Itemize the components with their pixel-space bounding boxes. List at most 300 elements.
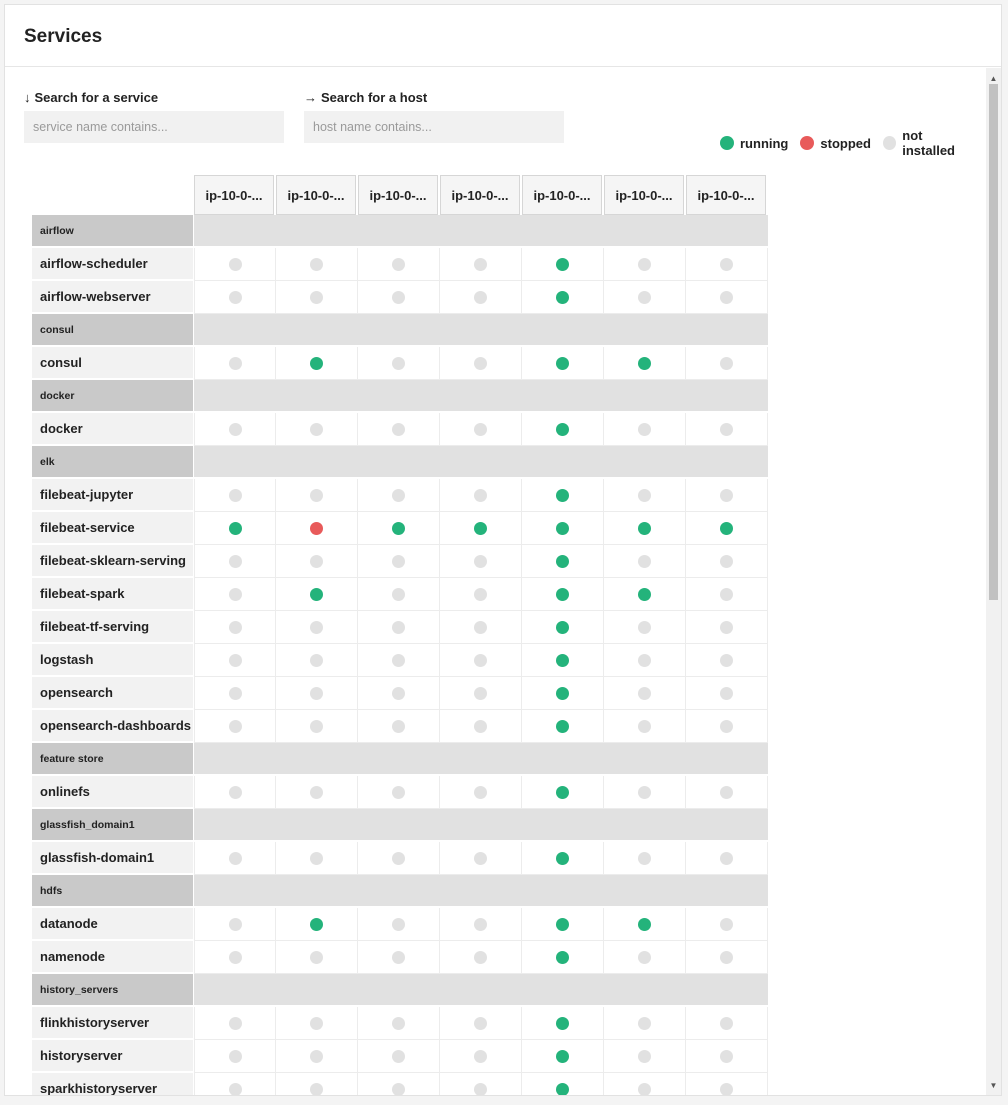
status-cell[interactable] bbox=[358, 908, 440, 941]
status-cell[interactable] bbox=[276, 908, 358, 941]
status-running-icon bbox=[310, 588, 323, 601]
status-cell[interactable] bbox=[358, 842, 440, 875]
status-not-installed-icon bbox=[392, 1083, 405, 1096]
service-row bbox=[32, 248, 768, 281]
status-not-installed-icon bbox=[474, 1050, 487, 1063]
status-running-icon bbox=[556, 1083, 569, 1096]
status-cell[interactable] bbox=[686, 644, 768, 677]
status-cell[interactable] bbox=[276, 677, 358, 710]
status-running-icon bbox=[556, 1017, 569, 1030]
group-label: docker bbox=[32, 380, 193, 412]
group-row-fill bbox=[194, 314, 768, 346]
status-not-installed-icon bbox=[638, 258, 651, 271]
status-not-installed-icon bbox=[638, 786, 651, 799]
status-running-icon bbox=[638, 588, 651, 601]
status-cell[interactable] bbox=[276, 347, 358, 380]
service-row bbox=[32, 347, 768, 380]
status-cell[interactable] bbox=[440, 413, 522, 446]
legend-dot-icon bbox=[720, 136, 734, 150]
status-cell[interactable] bbox=[522, 479, 604, 512]
service-status-cells bbox=[194, 710, 768, 743]
host-search-input[interactable] bbox=[304, 111, 564, 143]
status-not-installed-icon bbox=[638, 1017, 651, 1030]
status-cell[interactable] bbox=[686, 1007, 768, 1040]
status-not-installed-icon bbox=[474, 588, 487, 601]
status-cell[interactable] bbox=[686, 413, 768, 446]
status-cell[interactable] bbox=[604, 1007, 686, 1040]
status-not-installed-icon bbox=[229, 918, 242, 931]
status-cell[interactable] bbox=[522, 347, 604, 380]
status-not-installed-icon bbox=[720, 489, 733, 502]
status-cell[interactable] bbox=[522, 1007, 604, 1040]
group-label: hdfs bbox=[32, 875, 193, 907]
status-not-installed-icon bbox=[638, 291, 651, 304]
status-cell[interactable] bbox=[686, 1040, 768, 1073]
status-cell[interactable] bbox=[358, 644, 440, 677]
group-row-fill bbox=[194, 809, 768, 841]
legend-item bbox=[720, 136, 788, 151]
status-cell[interactable] bbox=[686, 677, 768, 710]
status-cell[interactable] bbox=[358, 281, 440, 314]
service-row bbox=[32, 842, 768, 875]
status-cell[interactable] bbox=[686, 842, 768, 875]
status-cell[interactable] bbox=[522, 413, 604, 446]
status-not-installed-icon bbox=[229, 852, 242, 865]
service-name: filebeat-sklearn-serving bbox=[32, 545, 193, 577]
host-search bbox=[304, 88, 564, 143]
status-cell[interactable] bbox=[358, 512, 440, 545]
status-cell[interactable] bbox=[440, 842, 522, 875]
status-not-installed-icon bbox=[720, 918, 733, 931]
status-cell[interactable] bbox=[194, 248, 276, 281]
scroll-down-icon[interactable]: ▼ bbox=[989, 1081, 998, 1090]
status-running-icon bbox=[556, 423, 569, 436]
group-row-fill bbox=[194, 446, 768, 478]
service-status-cells bbox=[194, 413, 768, 446]
status-cell[interactable] bbox=[686, 710, 768, 743]
status-cell[interactable] bbox=[276, 281, 358, 314]
status-cell[interactable] bbox=[194, 677, 276, 710]
legend-item bbox=[883, 128, 975, 158]
service-status-cells bbox=[194, 1007, 768, 1040]
status-cell[interactable] bbox=[358, 248, 440, 281]
services-grid-body bbox=[32, 215, 768, 1095]
status-not-installed-icon bbox=[474, 654, 487, 667]
status-cell[interactable] bbox=[686, 281, 768, 314]
status-not-installed-icon bbox=[474, 951, 487, 964]
status-cell[interactable] bbox=[686, 578, 768, 611]
status-cell[interactable] bbox=[686, 545, 768, 578]
status-not-installed-icon bbox=[229, 423, 242, 436]
group-row bbox=[32, 875, 768, 908]
status-not-installed-icon bbox=[229, 1017, 242, 1030]
status-cell[interactable] bbox=[194, 941, 276, 974]
status-running-icon bbox=[556, 852, 569, 865]
status-cell[interactable] bbox=[194, 776, 276, 809]
status-cell[interactable] bbox=[440, 248, 522, 281]
scrollbar-thumb[interactable] bbox=[989, 84, 998, 600]
status-not-installed-icon bbox=[720, 852, 733, 865]
status-cell[interactable] bbox=[358, 545, 440, 578]
status-running-icon bbox=[556, 951, 569, 964]
group-row-fill bbox=[194, 875, 768, 907]
status-cell[interactable] bbox=[522, 776, 604, 809]
status-not-installed-icon bbox=[229, 588, 242, 601]
service-name: consul bbox=[32, 347, 193, 379]
status-cell[interactable] bbox=[440, 611, 522, 644]
status-not-installed-icon bbox=[392, 588, 405, 601]
host-column-header[interactable]: ip-10-0-... bbox=[358, 175, 438, 215]
status-cell[interactable] bbox=[604, 512, 686, 545]
status-cell[interactable] bbox=[276, 413, 358, 446]
status-cell[interactable] bbox=[194, 1007, 276, 1040]
status-not-installed-icon bbox=[229, 654, 242, 667]
status-running-icon bbox=[556, 654, 569, 667]
status-running-icon bbox=[310, 918, 323, 931]
status-not-installed-icon bbox=[638, 720, 651, 733]
status-not-installed-icon bbox=[392, 951, 405, 964]
status-running-icon bbox=[556, 357, 569, 370]
status-cell[interactable] bbox=[686, 248, 768, 281]
service-name: flinkhistoryserver bbox=[32, 1007, 193, 1039]
status-not-installed-icon bbox=[720, 555, 733, 568]
status-cell[interactable] bbox=[604, 710, 686, 743]
group-row bbox=[32, 974, 768, 1007]
service-row bbox=[32, 578, 768, 611]
status-running-icon bbox=[392, 522, 405, 535]
status-running-icon bbox=[638, 522, 651, 535]
status-cell[interactable] bbox=[440, 677, 522, 710]
status-cell[interactable] bbox=[604, 578, 686, 611]
status-cell[interactable] bbox=[604, 908, 686, 941]
status-not-installed-icon bbox=[310, 720, 323, 733]
status-not-installed-icon bbox=[229, 489, 242, 502]
service-name: airflow-webserver bbox=[32, 281, 193, 313]
status-cell[interactable] bbox=[358, 479, 440, 512]
status-cell[interactable] bbox=[276, 611, 358, 644]
status-cell[interactable] bbox=[276, 710, 358, 743]
status-not-installed-icon bbox=[310, 654, 323, 667]
status-cell[interactable] bbox=[276, 512, 358, 545]
status-cell[interactable] bbox=[358, 578, 440, 611]
status-cell[interactable] bbox=[276, 1073, 358, 1095]
status-stopped-icon bbox=[310, 522, 323, 535]
status-cell[interactable] bbox=[358, 941, 440, 974]
status-cell[interactable] bbox=[604, 644, 686, 677]
status-not-installed-icon bbox=[474, 258, 487, 271]
status-running-icon bbox=[310, 357, 323, 370]
status-cell[interactable] bbox=[358, 1073, 440, 1095]
status-cell[interactable] bbox=[522, 842, 604, 875]
status-cell[interactable] bbox=[440, 908, 522, 941]
service-status-cells bbox=[194, 1040, 768, 1073]
status-not-installed-icon bbox=[229, 786, 242, 799]
status-cell[interactable] bbox=[604, 1040, 686, 1073]
service-name: filebeat-tf-serving bbox=[32, 611, 193, 643]
status-cell[interactable] bbox=[440, 941, 522, 974]
status-cell[interactable] bbox=[604, 281, 686, 314]
status-not-installed-icon bbox=[720, 687, 733, 700]
status-cell[interactable] bbox=[194, 512, 276, 545]
hosts-header-row bbox=[194, 175, 768, 215]
status-not-installed-icon bbox=[392, 555, 405, 568]
host-column-header[interactable]: ip-10-0-... bbox=[194, 175, 274, 215]
status-not-installed-icon bbox=[638, 423, 651, 436]
service-row bbox=[32, 710, 768, 743]
status-cell[interactable] bbox=[194, 413, 276, 446]
status-cell[interactable] bbox=[522, 710, 604, 743]
service-status-cells bbox=[194, 512, 768, 545]
status-not-installed-icon bbox=[638, 852, 651, 865]
status-cell[interactable] bbox=[276, 842, 358, 875]
status-cell[interactable] bbox=[194, 347, 276, 380]
status-cell[interactable] bbox=[604, 677, 686, 710]
service-status-cells bbox=[194, 1073, 768, 1095]
status-cell[interactable] bbox=[440, 281, 522, 314]
status-cell[interactable] bbox=[604, 1073, 686, 1095]
service-name: glassfish-domain1 bbox=[32, 842, 193, 874]
host-search-label bbox=[304, 88, 564, 106]
legend-dot-icon bbox=[800, 136, 814, 150]
service-status-cells bbox=[194, 842, 768, 875]
legend-label: not installed bbox=[902, 128, 955, 158]
service-row bbox=[32, 644, 768, 677]
status-not-installed-icon bbox=[392, 654, 405, 667]
status-not-installed-icon bbox=[638, 1050, 651, 1063]
status-cell[interactable] bbox=[276, 479, 358, 512]
service-search-label bbox=[24, 88, 284, 106]
vertical-scrollbar[interactable] bbox=[986, 68, 1001, 1095]
status-cell[interactable] bbox=[522, 545, 604, 578]
group-label: history_servers bbox=[32, 974, 193, 1006]
status-cell[interactable] bbox=[358, 677, 440, 710]
status-not-installed-icon bbox=[229, 357, 242, 370]
service-status-cells bbox=[194, 611, 768, 644]
arrow-right-icon: → bbox=[304, 89, 317, 105]
status-not-installed-icon bbox=[638, 687, 651, 700]
status-cell[interactable] bbox=[194, 611, 276, 644]
status-not-installed-icon bbox=[310, 621, 323, 634]
status-cell[interactable] bbox=[522, 941, 604, 974]
status-not-installed-icon bbox=[638, 1083, 651, 1096]
group-row-fill bbox=[194, 380, 768, 412]
status-cell[interactable] bbox=[276, 1007, 358, 1040]
group-row-fill bbox=[194, 215, 768, 247]
status-cell[interactable] bbox=[358, 710, 440, 743]
status-not-installed-icon bbox=[720, 588, 733, 601]
service-row bbox=[32, 1007, 768, 1040]
status-cell[interactable] bbox=[440, 347, 522, 380]
status-not-installed-icon bbox=[310, 951, 323, 964]
status-not-installed-icon bbox=[392, 918, 405, 931]
service-search bbox=[24, 88, 284, 143]
status-cell[interactable] bbox=[686, 512, 768, 545]
status-not-installed-icon bbox=[474, 357, 487, 370]
status-cell[interactable] bbox=[686, 941, 768, 974]
status-not-installed-icon bbox=[474, 489, 487, 502]
service-row bbox=[32, 281, 768, 314]
status-not-installed-icon bbox=[229, 951, 242, 964]
service-name: opensearch bbox=[32, 677, 193, 709]
status-running-icon bbox=[556, 489, 569, 502]
status-cell[interactable] bbox=[686, 1073, 768, 1095]
legend-dot-icon bbox=[883, 136, 896, 150]
host-column-header[interactable]: ip-10-0-... bbox=[604, 175, 684, 215]
status-cell[interactable] bbox=[686, 347, 768, 380]
status-cell[interactable] bbox=[276, 248, 358, 281]
service-status-cells bbox=[194, 677, 768, 710]
status-cell[interactable] bbox=[358, 611, 440, 644]
status-not-installed-icon bbox=[720, 951, 733, 964]
service-name: filebeat-jupyter bbox=[32, 479, 193, 511]
status-not-installed-icon bbox=[720, 1017, 733, 1030]
status-not-installed-icon bbox=[310, 258, 323, 271]
service-status-cells bbox=[194, 281, 768, 314]
status-cell[interactable] bbox=[276, 1040, 358, 1073]
host-column-header[interactable]: ip-10-0-... bbox=[440, 175, 520, 215]
status-cell[interactable] bbox=[194, 281, 276, 314]
status-not-installed-icon bbox=[474, 423, 487, 436]
status-cell[interactable] bbox=[194, 644, 276, 677]
status-not-installed-icon bbox=[720, 357, 733, 370]
status-cell[interactable] bbox=[440, 1007, 522, 1040]
status-cell[interactable] bbox=[440, 710, 522, 743]
service-name: docker bbox=[32, 413, 193, 445]
status-cell[interactable] bbox=[440, 512, 522, 545]
status-cell[interactable] bbox=[604, 479, 686, 512]
status-cell[interactable] bbox=[522, 512, 604, 545]
status-cell[interactable] bbox=[686, 611, 768, 644]
status-cell[interactable] bbox=[522, 677, 604, 710]
status-cell[interactable] bbox=[358, 776, 440, 809]
status-cell[interactable] bbox=[604, 842, 686, 875]
service-status-cells bbox=[194, 644, 768, 677]
status-running-icon bbox=[720, 522, 733, 535]
status-cell[interactable] bbox=[686, 908, 768, 941]
status-not-installed-icon bbox=[474, 687, 487, 700]
status-cell[interactable] bbox=[194, 578, 276, 611]
status-cell[interactable] bbox=[358, 347, 440, 380]
panel-header bbox=[5, 5, 1001, 67]
status-running-icon bbox=[556, 918, 569, 931]
status-cell[interactable] bbox=[522, 1073, 604, 1095]
service-row bbox=[32, 908, 768, 941]
status-not-installed-icon bbox=[229, 1050, 242, 1063]
status-cell[interactable] bbox=[522, 908, 604, 941]
status-not-installed-icon bbox=[392, 687, 405, 700]
status-cell[interactable] bbox=[440, 776, 522, 809]
status-cell[interactable] bbox=[194, 1040, 276, 1073]
status-cell[interactable] bbox=[604, 776, 686, 809]
status-cell[interactable] bbox=[358, 1040, 440, 1073]
status-cell[interactable] bbox=[440, 578, 522, 611]
host-column-header[interactable]: ip-10-0-... bbox=[522, 175, 602, 215]
status-running-icon bbox=[556, 555, 569, 568]
status-cell[interactable] bbox=[440, 644, 522, 677]
status-not-installed-icon bbox=[392, 1050, 405, 1063]
status-cell[interactable] bbox=[358, 1007, 440, 1040]
status-not-installed-icon bbox=[310, 1083, 323, 1096]
status-running-icon bbox=[638, 357, 651, 370]
status-cell[interactable] bbox=[522, 1040, 604, 1073]
status-not-installed-icon bbox=[474, 291, 487, 304]
service-row bbox=[32, 677, 768, 710]
group-label: glassfish_domain1 bbox=[32, 809, 193, 841]
service-name: historyserver bbox=[32, 1040, 193, 1072]
group-label: elk bbox=[32, 446, 193, 478]
status-not-installed-icon bbox=[720, 786, 733, 799]
status-cell[interactable] bbox=[358, 413, 440, 446]
status-legend bbox=[720, 128, 987, 158]
status-cell[interactable] bbox=[604, 248, 686, 281]
service-row bbox=[32, 545, 768, 578]
status-cell[interactable] bbox=[194, 908, 276, 941]
service-name: onlinefs bbox=[32, 776, 193, 808]
status-cell[interactable] bbox=[194, 545, 276, 578]
service-name: sparkhistoryserver bbox=[32, 1073, 193, 1095]
status-cell[interactable] bbox=[276, 941, 358, 974]
status-cell[interactable] bbox=[440, 1073, 522, 1095]
status-not-installed-icon bbox=[229, 555, 242, 568]
status-cell[interactable] bbox=[522, 644, 604, 677]
status-cell[interactable] bbox=[194, 479, 276, 512]
status-not-installed-icon bbox=[720, 621, 733, 634]
status-cell[interactable] bbox=[276, 644, 358, 677]
status-not-installed-icon bbox=[392, 852, 405, 865]
status-cell[interactable] bbox=[194, 1073, 276, 1095]
status-not-installed-icon bbox=[474, 555, 487, 568]
status-running-icon bbox=[638, 918, 651, 931]
status-cell[interactable] bbox=[604, 611, 686, 644]
status-cell[interactable] bbox=[522, 578, 604, 611]
status-cell[interactable] bbox=[276, 776, 358, 809]
status-cell[interactable] bbox=[522, 611, 604, 644]
status-cell[interactable] bbox=[440, 1040, 522, 1073]
host-column-header[interactable]: ip-10-0-... bbox=[686, 175, 766, 215]
status-cell[interactable] bbox=[604, 941, 686, 974]
status-cell[interactable] bbox=[194, 710, 276, 743]
status-cell[interactable] bbox=[604, 413, 686, 446]
status-not-installed-icon bbox=[638, 654, 651, 667]
service-search-input[interactable] bbox=[24, 111, 284, 143]
group-label: feature store bbox=[32, 743, 193, 775]
status-not-installed-icon bbox=[310, 1050, 323, 1063]
status-cell[interactable] bbox=[522, 248, 604, 281]
status-cell[interactable] bbox=[686, 776, 768, 809]
service-name: filebeat-service bbox=[32, 512, 193, 544]
status-not-installed-icon bbox=[392, 720, 405, 733]
status-not-installed-icon bbox=[638, 555, 651, 568]
status-not-installed-icon bbox=[310, 852, 323, 865]
status-cell[interactable] bbox=[604, 347, 686, 380]
status-not-installed-icon bbox=[474, 918, 487, 931]
status-cell[interactable] bbox=[604, 545, 686, 578]
status-cell[interactable] bbox=[276, 545, 358, 578]
status-not-installed-icon bbox=[474, 720, 487, 733]
status-cell[interactable] bbox=[686, 479, 768, 512]
status-cell[interactable] bbox=[440, 479, 522, 512]
status-cell[interactable] bbox=[194, 842, 276, 875]
status-not-installed-icon bbox=[229, 621, 242, 634]
status-running-icon bbox=[556, 786, 569, 799]
status-cell[interactable] bbox=[440, 545, 522, 578]
service-row bbox=[32, 611, 768, 644]
status-cell[interactable] bbox=[522, 281, 604, 314]
status-not-installed-icon bbox=[638, 621, 651, 634]
host-column-header[interactable]: ip-10-0-... bbox=[276, 175, 356, 215]
scroll-up-icon[interactable]: ▲ bbox=[989, 74, 998, 83]
status-cell[interactable] bbox=[276, 578, 358, 611]
